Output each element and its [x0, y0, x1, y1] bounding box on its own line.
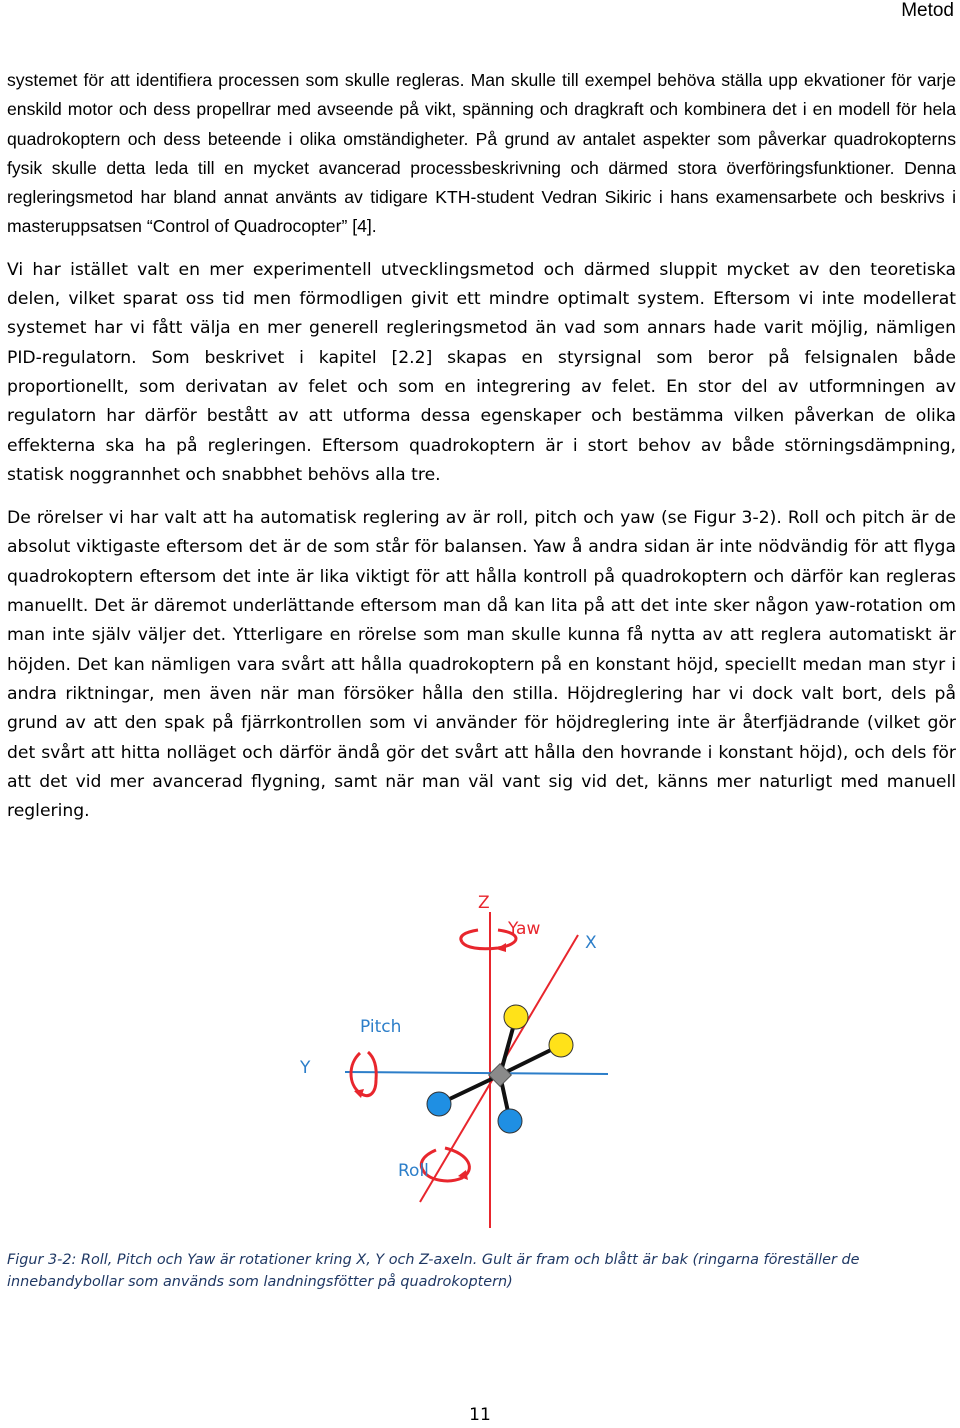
yaw-label: Yaw: [508, 919, 541, 939]
body-text: [7, 66, 956, 826]
z-axis-label: Z: [478, 893, 490, 913]
roll-label: Roll: [398, 1161, 429, 1181]
back-landing-ball: [427, 1092, 451, 1116]
quadrocopter-axes-figure: [230, 880, 730, 1230]
axes-diagram: [230, 880, 730, 1230]
page-number: 11: [469, 1405, 491, 1425]
x-axis-label: X: [585, 933, 597, 953]
figure-caption: Figur 3-2: Roll, Pitch och Yaw är rotationer kring X, Y och Z-axeln. Gult är fram och blått är bak (ringarna föreställer de innebandybollar som används som landningsfötter på quadrokoptern): [7, 1252, 860, 1290]
y-axis-label: Y: [300, 1058, 311, 1078]
paragraph-3: De rörelser vi har valt att ha automatisk reglering av är roll, pitch och yaw (se Figur 3-2). Roll och pitch är de absolut viktigaste eftersom det är de som står för balansen. Yaw å andra sidan är inte nödvändig för att flyga quadrokoptern eftersom det inte är lika viktigt för att hålla kontroll på quadrokoptern och därför kan regleras manuellt. Det är däremot underlättande eftersom man då kan lita på att det inte sker någon yaw-rotation om man inte själv väljer det. Ytterligare en rörelse som man skulle kunna få nytta av att reglera automatiskt är höjden. Det kan nämligen vara svårt att hålla quadrokoptern på en konstant höjd, speciellt medan man styr i andra riktningar, men även när man försöker hålla den stilla. Höjdreglering har vi dock valt bort, dels på grund av att den spak på fjärrkontrollen som vi använder för höjdreglering inte är återfjädrande (vilket gör det svårt att hitta nolläget och därför ändå gör det svårt att hålla den hovrande i konstant höjd), och dels för att det vid mer avancerad flygning, samt när man väl vant sig vid det, känns mer naturligt med manuell reglering.: [7, 508, 956, 822]
back-landing-ball: [498, 1109, 522, 1133]
paragraph-1: systemet för att identifiera processen som skulle regleras. Man skulle till exempel behöva ställa upp ekvationer för varje enskild motor och dess propellrar med avseende på vikt, spänning och dragkraft och kombinera det i en modell för hela quadrokoptern och dess beteende i olika omständigheter. På grund av antalet aspekter som påverkar quadrokopterns fysik skulle detta leda till en mycket avancerad processbeskrivning och därmed stora överföringsfunktioner. Denna regleringsmetod har bland annat använts av tidigare KTH-student Vedran Sikiric i hans examensarbete och beskrivs i masteruppsatsen “Control of Quadrocopter” [4].: [7, 70, 956, 237]
pitch-label: Pitch: [360, 1017, 402, 1037]
y-axis: [345, 1072, 608, 1074]
front-landing-ball: [504, 1005, 528, 1029]
page-header-section: Metod: [901, 0, 954, 21]
quadrocopter-body: [489, 1064, 512, 1087]
paragraph-2: Vi har istället valt en mer experimentell utvecklingsmetod och därmed sluppit mycket av den teoretiska delen, vilket sparat oss tid men förmodligen givit ett mindre optimalt system. Eftersom vi inte modellerat systemet har vi fått välja en mer generell regleringsmetod än vad som annars hade varit möjlig, nämligen PID-regulatorn. Som beskrivet i kapitel [2.2] skapas en styrsignal som beror på felsignalen både proportionellt, som derivatan av felet och som en integrering av felet. En stor del av utformningen av regulatorn har därför bestått av att utforma dessa egenskaper och bestämma vilken påverkan de olika effekterna ska ha på regleringen. Eftersom quadrokoptern är i stort behov av både störningsdämpning, statisk noggrannhet och snabbhet behövs alla tre.: [7, 259, 956, 485]
front-landing-ball: [549, 1033, 573, 1057]
pitch-rotation-arrow: [351, 1052, 376, 1098]
